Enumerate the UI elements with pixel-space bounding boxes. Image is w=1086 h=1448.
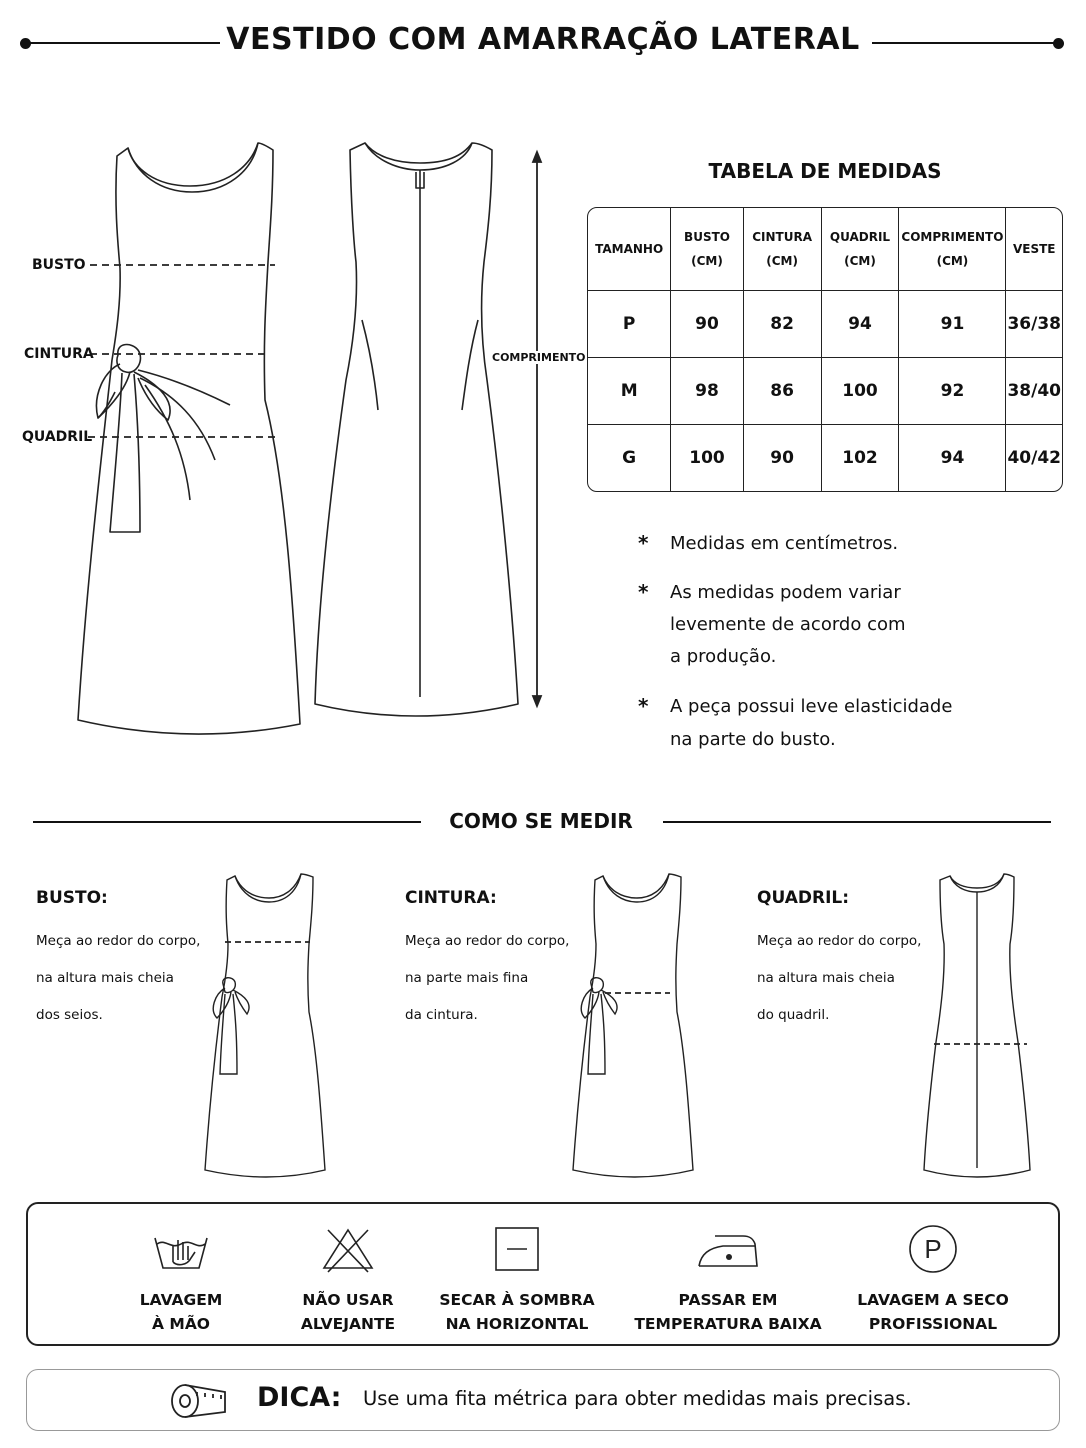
header-rule-right: [872, 42, 1058, 44]
care-label: SECAR À SOMBRA NA HORIZONTAL: [439, 1291, 595, 1333]
care-instructions-box: [26, 1202, 1060, 1346]
asterisk-icon: *: [638, 580, 649, 604]
table-cell: 92: [899, 358, 1006, 425]
header-comprimento: COMPRIMENTO (CM): [899, 208, 1006, 291]
note-2: [638, 576, 1058, 676]
note-3: [638, 690, 1058, 760]
header-veste: VESTE: [1006, 208, 1062, 291]
table-cell: 82: [744, 291, 822, 358]
how-busto-text: Meça ao redor do corpo, na altura mais cheia dos seios.: [36, 933, 201, 1023]
header-busto: BUSTO (CM): [671, 208, 743, 291]
table-cell: G: [588, 425, 671, 491]
how-busto-heading: BUSTO:: [36, 888, 108, 908]
svg-text:P: P: [924, 1234, 942, 1264]
measuring-tape-icon: [169, 1382, 231, 1420]
note-text: a produção.: [670, 646, 777, 667]
back-dress-outline: [315, 143, 518, 716]
care-item-dry-flat-shade: [417, 1204, 617, 1336]
label-comprimento: COMPRIMENTO: [492, 351, 586, 364]
table-row: [588, 358, 1062, 425]
iron-low-icon: [693, 1224, 763, 1274]
table-cell: 40/42: [1007, 448, 1061, 468]
label-quadril: QUADRIL: [22, 429, 93, 445]
care-label: PASSAR EM TEMPERATURA BAIXA: [634, 1291, 822, 1333]
table-cell: 91: [899, 291, 1006, 358]
table-cell: P: [588, 291, 671, 358]
asterisk-icon: *: [638, 531, 649, 555]
how-rule-left: [33, 821, 421, 823]
label-cintura: CINTURA: [24, 346, 94, 362]
note-text: As medidas podem variar: [670, 582, 901, 603]
note-1: [638, 527, 1058, 561]
page-title: VESTIDO COM AMARRAÇÃO LATERAL: [226, 22, 860, 57]
table-cell: 100: [671, 425, 743, 491]
table-cell: 94: [899, 425, 1006, 491]
table-cell: 38/40: [1006, 358, 1062, 425]
header-tamanho: TAMANHO: [588, 208, 671, 291]
professional-dry-clean-icon: [903, 1224, 963, 1274]
size-table: [587, 207, 1063, 492]
tip-text: Use uma fita métrica para obter medidas mais precisas.: [363, 1387, 912, 1410]
asterisk-icon: *: [638, 694, 649, 718]
label-busto: BUSTO: [32, 257, 86, 273]
how-cintura-drawing: [563, 872, 703, 1182]
care-item-professional-dry-clean: [833, 1204, 1033, 1336]
care-label: LAVAGEM A SECO PROFISSIONAL: [857, 1291, 1009, 1333]
table-cell: 90: [744, 425, 822, 491]
note-text: A peça possui leve elasticidade: [670, 696, 953, 717]
how-quadril-text: Meça ao redor do corpo, na altura mais cheia do quadril.: [757, 933, 922, 1023]
table-cell: 90: [671, 291, 743, 358]
size-table-header-row: [588, 208, 1062, 291]
care-label: LAVAGEM À MÃO: [139, 1291, 223, 1333]
table-cell: 94: [822, 291, 900, 358]
how-busto-drawing: [195, 872, 335, 1182]
how-cintura-heading: CINTURA:: [405, 888, 497, 908]
size-table-title: TABELA DE MEDIDAS: [708, 159, 942, 183]
table-cell: M: [588, 358, 671, 425]
header-cintura: CINTURA (CM): [744, 208, 822, 291]
how-quadril-drawing: [912, 872, 1042, 1182]
tip-box: [26, 1369, 1060, 1431]
note-text: levemente de acordo com: [670, 614, 906, 635]
header-dot-right: [1053, 38, 1064, 49]
note-text: na parte do busto.: [670, 729, 836, 750]
note-text: Medidas em centímetros.: [670, 533, 899, 554]
dry-flat-shade-icon: [487, 1224, 547, 1274]
hand-wash-icon: [151, 1224, 211, 1274]
bow-knot: [117, 345, 141, 373]
table-row: [588, 291, 1062, 358]
care-item-iron-low: [628, 1204, 828, 1336]
table-cell: 102: [822, 425, 900, 491]
how-quadril-heading: QUADRIL:: [757, 888, 850, 908]
dress-technical-drawing: [0, 130, 600, 770]
front-dress-outline: [78, 143, 300, 734]
how-to-title: COMO SE MEDIR: [449, 809, 633, 833]
no-bleach-icon: [318, 1224, 378, 1274]
table-cell: 36/38: [1006, 291, 1062, 358]
how-rule-right: [663, 821, 1051, 823]
care-label: NÃO USAR ALVEJANTE: [300, 1291, 396, 1333]
table-cell: 86: [744, 358, 822, 425]
tip-label: DICA:: [257, 1382, 342, 1413]
table-cell: 100: [822, 358, 900, 425]
table-cell: 98: [671, 358, 743, 425]
how-cintura-text: Meça ao redor do corpo, na parte mais fina da cintura.: [405, 933, 570, 1023]
table-row: [588, 425, 1062, 491]
header-quadril: QUADRIL (CM): [822, 208, 900, 291]
